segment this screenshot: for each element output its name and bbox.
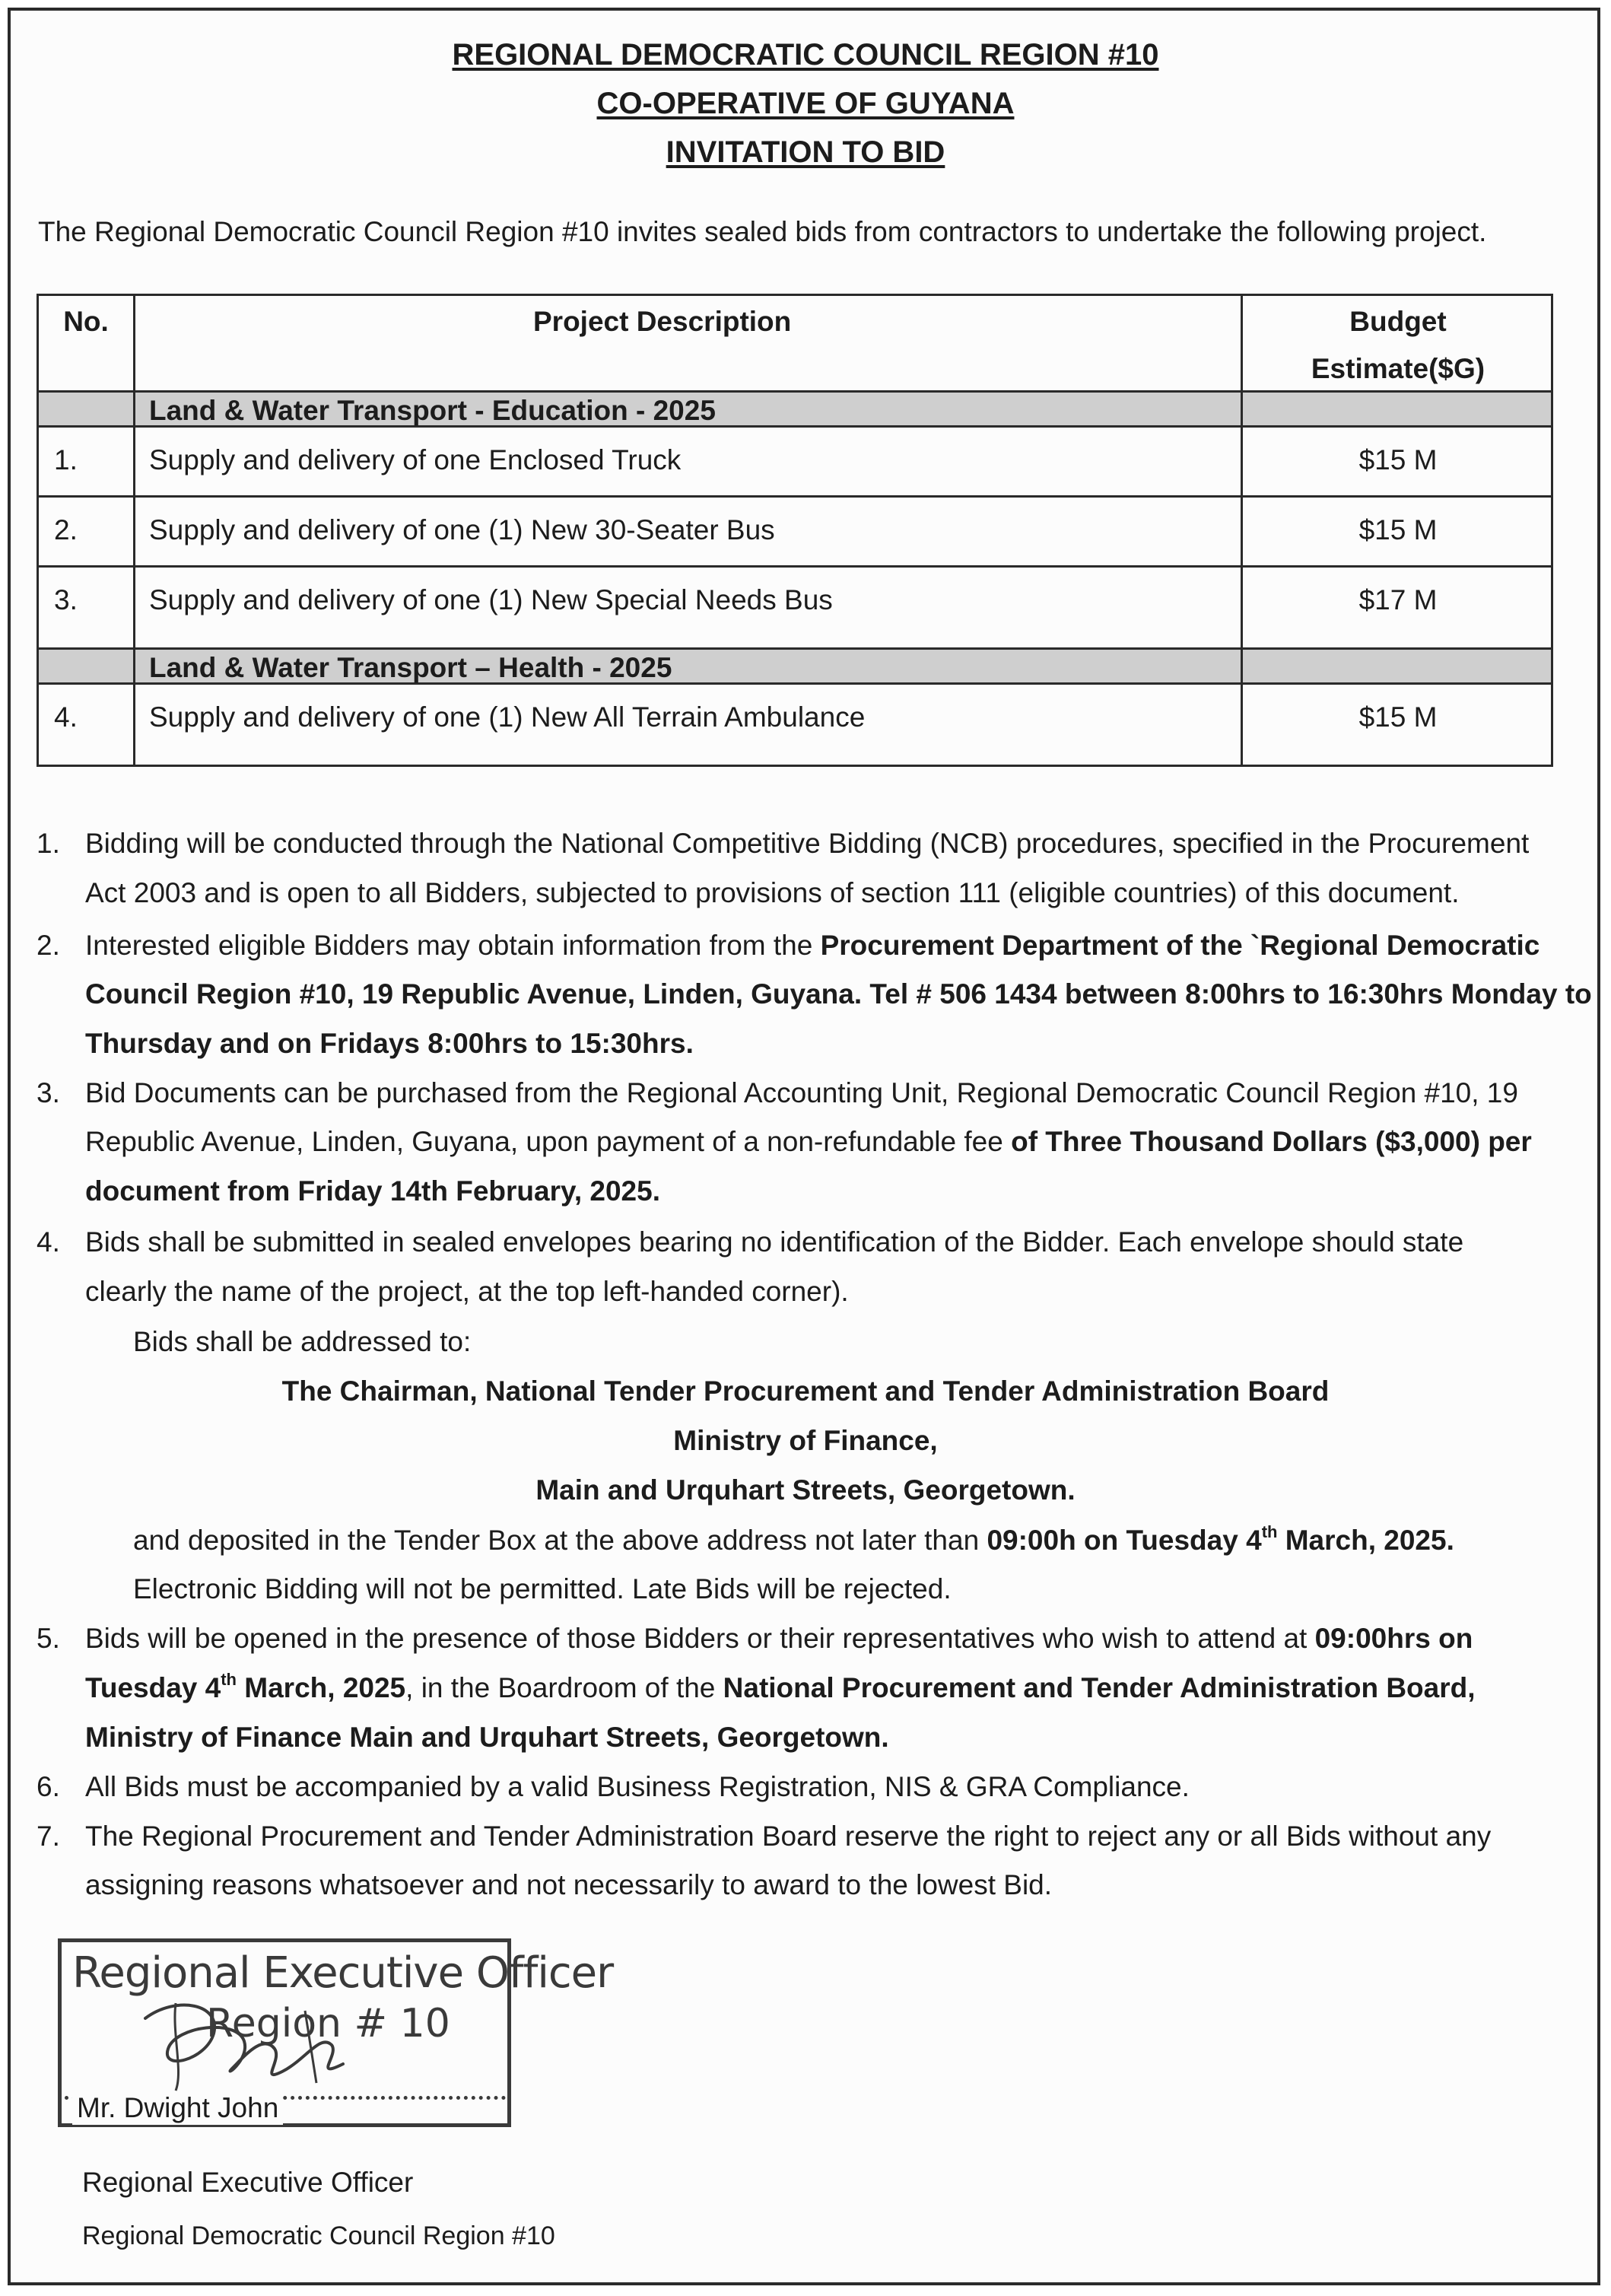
row-1-no: 1.: [54, 444, 78, 475]
item-4-addressed-to: Bids shall be addressed to:: [133, 1326, 472, 1357]
row-4-budget: $15 M: [1358, 701, 1438, 733]
section-health: Land & Water Transport – Health - 2025: [149, 652, 672, 683]
header-title: INVITATION TO BID: [666, 135, 945, 169]
item-2-line-3: Thursday and on Fridays 8:00hrs to 15:30hrs.: [85, 1028, 694, 1059]
address-line-3: Main and Urquhart Streets, Georgetown.: [535, 1474, 1076, 1506]
header-budget: Budget Estimate($G): [1311, 306, 1485, 384]
item-5-line-3: Ministry of Finance Main and Urquhart Streets, Georgetown.: [85, 1722, 889, 1753]
row-2-no: 2.: [54, 514, 78, 545]
row-1-budget: $15 M: [1358, 444, 1438, 475]
item-4-line-1: Bids shall be submitted in sealed envelopes bearing no identification of the Bidder. Each envelope should state: [85, 1226, 1464, 1258]
row-2-budget: $15 M: [1358, 514, 1438, 545]
item-1-line-2: Act 2003 and is open to all Bidders, subjected to provisions of section 111 (eligible countries) of this document.: [85, 877, 1460, 908]
item-4-line-2: clearly the name of the project, at the top left-handed corner).: [85, 1276, 849, 1307]
row-2-description: Supply and delivery of one (1) New 30-Seater Bus: [149, 514, 775, 545]
signoff-organization: Regional Democratic Council Region #10: [82, 2221, 555, 2250]
row-3-description: Supply and delivery of one (1) New Special Needs Bus: [149, 584, 833, 615]
item-6-number: 6.: [37, 1771, 60, 1802]
intro-text: The Regional Democratic Council Region #10 invites sealed bids from contractors to undertake the following project.: [38, 216, 1487, 247]
item-2-number: 2.: [37, 930, 60, 961]
stamp-region: Region # 10: [206, 2001, 450, 2046]
item-2-line-1: Interested eligible Bidders may obtain information from the Procurement Department of the `Regional Democratic: [85, 930, 1540, 961]
stamp-title: Regional Executive Officer: [72, 1948, 614, 1998]
item-7-line-2: assigning reasons whatsoever and not necessarily to award to the lowest Bid.: [85, 1869, 1053, 1900]
item-3-line-1: Bid Documents can be purchased from the Regional Accounting Unit, Regional Democratic Council Region #10, 19: [85, 1077, 1518, 1108]
item-5-line-2: Tuesday 4th March, 2025, in the Boardroom of the National Procurement and Tender Administration Board,: [85, 1670, 1476, 1703]
item-3-number: 3.: [37, 1077, 60, 1108]
item-4-deposit: and deposited in the Tender Box at the above address not later than 09:00h on Tuesday 4th March, 2025.: [133, 1522, 1454, 1556]
item-4-electronic: Electronic Bidding will not be permitted. Late Bids will be rejected.: [133, 1573, 952, 1604]
item-7-number: 7.: [37, 1821, 60, 1852]
header-line-2: CO-OPERATIVE OF GUYANA: [596, 87, 1015, 120]
official-stamp: [58, 1938, 614, 2127]
item-5-line-1: Bids will be opened in the presence of those Bidders or their representatives who wish to attend at 09:00hrs on: [85, 1623, 1473, 1654]
item-6-line-1: All Bids must be accompanied by a valid Business Registration, NIS & GRA Compliance.: [85, 1771, 1190, 1802]
item-1-number: 1.: [37, 828, 60, 859]
item-3-line-2: Republic Avenue, Linden, Guyana, upon payment of a non-refundable fee of Three Thousand Dollars ($3,000) per: [85, 1126, 1532, 1157]
signature-icon: [130, 1988, 381, 2094]
header-line-1: REGIONAL DEMOCRATIC COUNCIL REGION #10: [452, 38, 1159, 72]
row-1-description: Supply and delivery of one Enclosed Truck: [149, 444, 682, 475]
item-2-line-2: Council Region #10, 19 Republic Avenue, Linden, Guyana. Tel # 506 1434 between 8:00hrs to 16:30hrs Monday to: [85, 978, 1592, 1010]
signatory-name: Mr. Dwight John: [72, 2091, 283, 2125]
item-4-number: 4.: [37, 1226, 60, 1258]
section-education: Land & Water Transport - Education - 2025: [149, 395, 716, 426]
header-no: No.: [63, 306, 109, 337]
item-5-number: 5.: [37, 1623, 60, 1654]
item-1-line-1: Bidding will be conducted through the National Competitive Bidding (NCB) procedures, specified in the Procurement: [85, 828, 1530, 859]
projects-table: No. Project Description Budget Estimate($G) Land & Water Transport - Education - 2025 1. Supply and delivery of one Enclosed Truck $15 M 2. Supply and delivery of one (1) New 30-Seater Bus $15 M 3. Supply and delivery of one (1) New Special Needs Bus $17 M Land & Water Transport – Health - 2025 4. Supply and delivery of one (1) New All Terrain Ambulance $15 M: [37, 294, 1553, 767]
address-line-2: Ministry of Finance,: [673, 1425, 938, 1456]
item-3-line-3: document from Friday 14th February, 2025.: [85, 1175, 660, 1207]
address-line-1: The Chairman, National Tender Procurement and Tender Administration Board: [281, 1375, 1330, 1407]
row-4-no: 4.: [54, 701, 78, 733]
row-4-description: Supply and delivery of one (1) New All Terrain Ambulance: [149, 701, 866, 733]
signoff-title: Regional Executive Officer: [82, 2167, 414, 2198]
item-7-line-1: The Regional Procurement and Tender Administration Board reserve the right to reject any or all Bids without any: [85, 1821, 1492, 1852]
row-3-no: 3.: [54, 584, 78, 615]
row-3-budget: $17 M: [1358, 584, 1438, 615]
